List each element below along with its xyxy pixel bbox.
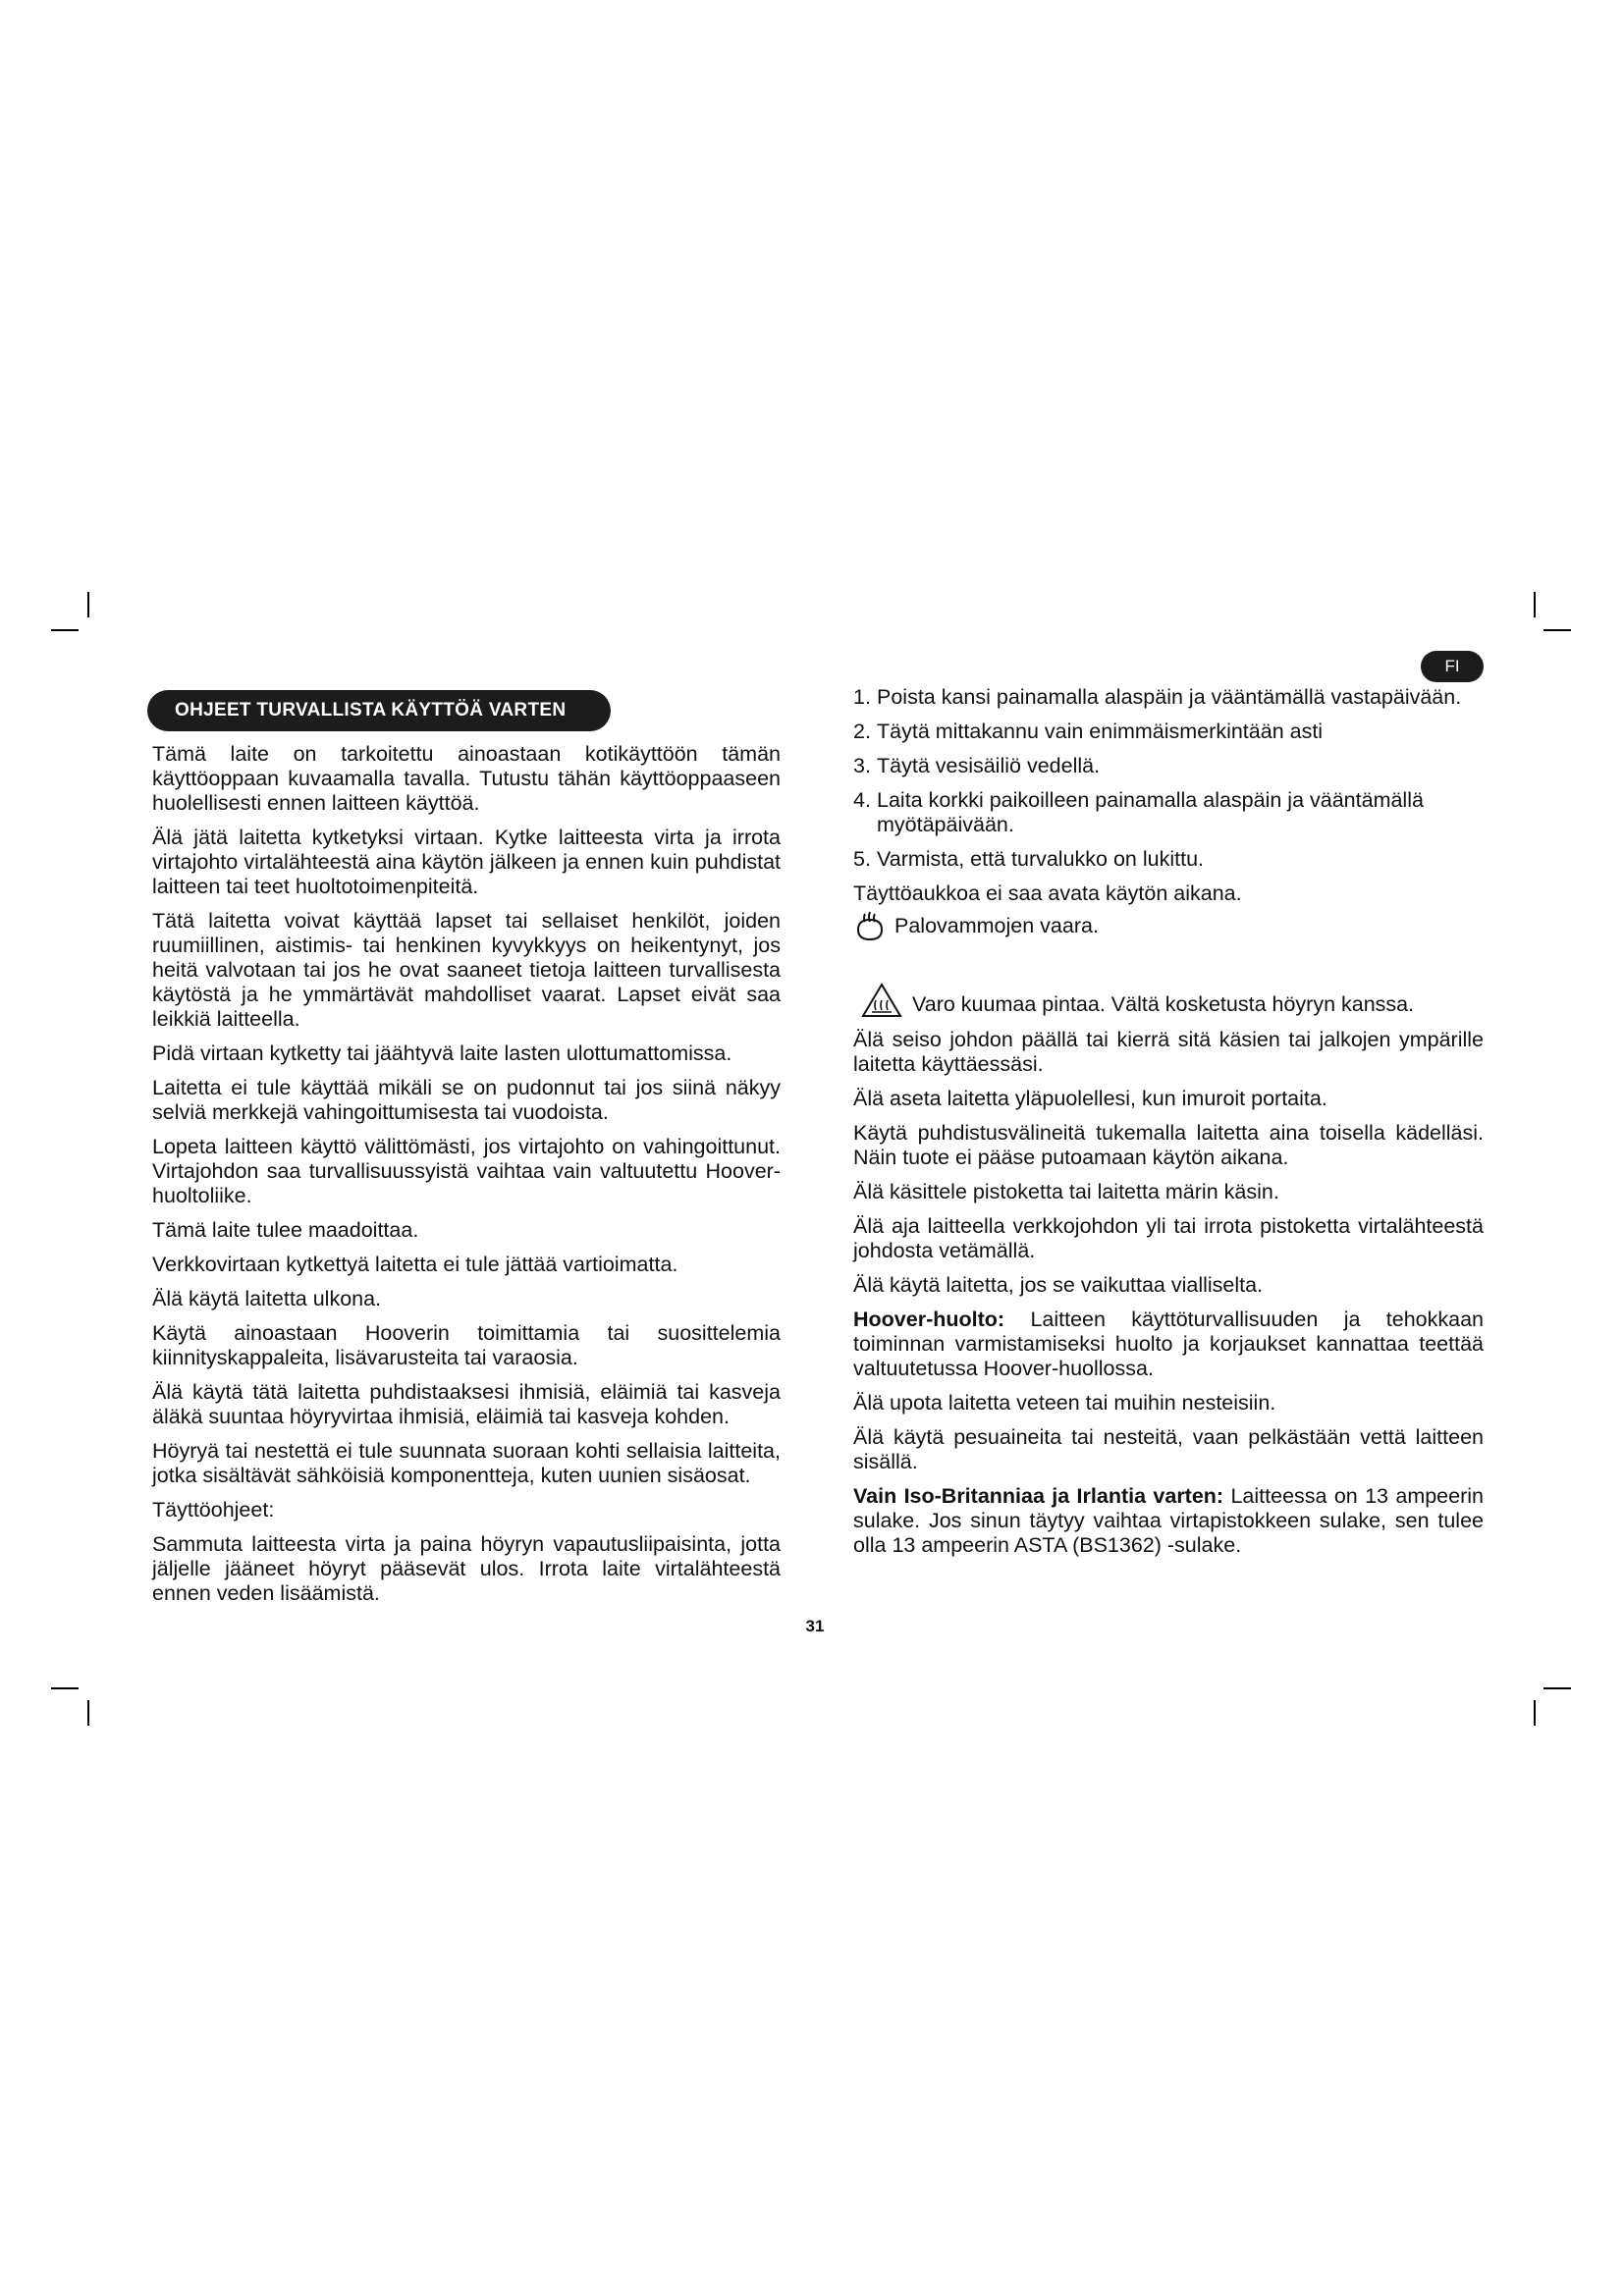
paragraph: Pidä virtaan kytketty tai jäähtyvä laite lasten ulottumattomissa. xyxy=(152,1041,732,1065)
uk-fuse-paragraph xyxy=(853,1484,1484,1558)
step-text: Täytä vesisäiliö vedellä. xyxy=(877,754,1101,777)
hot-surface-warning-row xyxy=(853,983,1484,1024)
hot-surface-warning-text: Varo kuumaa pintaa. Vältä kosketusta höyryn kanssa. xyxy=(912,992,1415,1016)
paragraph: Käytä puhdistusvälineitä tukemalla laitetta aina toisella kädelläsi. Näin tuote ei pääse putoamaan käytön aikana. xyxy=(853,1121,1484,1169)
step-text: Varmista, että turvalukko on lukittu. xyxy=(877,847,1204,871)
paragraph: Älä käytä pesuaineita tai nesteitä, vaan pelkästään vettä laitteen sisällä. xyxy=(853,1425,1484,1473)
paragraph: Älä käytä laitetta ulkona. xyxy=(152,1287,382,1310)
paragraph: Käytä ainoastaan Hooverin toimittamia tai suosittelemia kiinnityskappaleita, lisävarusteita tai varaosia. xyxy=(152,1321,781,1369)
burn-warning-text: Palovammojen vaara. xyxy=(894,914,1099,937)
crop-mark xyxy=(87,592,89,617)
paragraph: Älä käytä tätä laitetta puhdistaaksesi ihmisiä, eläimiä tai kasveja äläkä suuntaa höyryvirtaa ihmisiä, eläimiä tai kasveja kohden. xyxy=(152,1380,781,1428)
step-number: 5. xyxy=(853,847,871,871)
crop-mark xyxy=(1543,629,1571,631)
step-text: Poista kansi painamalla alaspäin ja vääntämällä vastapäivään. xyxy=(877,685,1462,709)
service-text: Laitteen käyttöturvallisuuden ja tehokkaan toiminnan varmistamiseksi huolto ja korjaukset kannattaa teettää valtuutetussa Hoover-huollossa. xyxy=(853,1308,1485,1380)
paragraph: Tämä laite tulee maadoittaa. xyxy=(152,1218,419,1242)
service-paragraph xyxy=(853,1308,1484,1381)
paragraph: Älä aseta laitetta yläpuolellesi, kun imuroit portaita. xyxy=(853,1087,1327,1110)
paragraph: Lopeta laitteen käyttö välittömästi, jos virtajohto on vahingoittunut. Virtajohdon saa turvallisuussyistä vaihtaa vain valtuutettu Hoover-huoltoliike. xyxy=(152,1135,781,1207)
hot-surface-icon xyxy=(861,983,902,1024)
burn-warning-row xyxy=(853,910,1484,949)
crop-mark xyxy=(1543,1687,1571,1689)
uk-text: Laitteessa on 13 ampeerin sulake. Jos sinun täytyy vaihtaa virtapistokkeen sulake, sen tulee olla 13 ampeerin ASTA (BS1362) -sulake. xyxy=(853,1484,1484,1557)
steam-burn-icon xyxy=(853,910,887,949)
paragraph: Tätä laitetta voivat käyttää lapset tai sellaiset henkilöt, joiden ruumiillinen, aistimis- tai henkinen kyvykkyys on heikentynyt, jos heitä valvotaan tai jos he ovat saaneet tietoja laitteen turvallisesta käytöstä ja he ymmärtävät mahdolliset vaarat. Lapset eivät saa leikkiä laitteella. xyxy=(152,909,781,1031)
page-number: 31 xyxy=(805,1617,825,1635)
uk-label: Vain Iso-Britanniaa ja Irlantia varten: xyxy=(853,1484,1224,1508)
crop-mark xyxy=(1534,1700,1536,1726)
step-number: 1. xyxy=(853,685,871,709)
fill-cap-note: Täyttöaukkoa ei saa avata käytön aikana. xyxy=(853,881,1242,905)
step-item xyxy=(853,788,1484,837)
paragraph: Verkkovirtaan kytkettyä laitetta ei tule jättää vartioimatta. xyxy=(152,1253,678,1276)
step-item xyxy=(853,685,1484,710)
paragraph: Älä jätä laitetta kytketyksi virtaan. Kytke laitteesta virta ja irrota virtajohto virtalähteestä aina käytön jälkeen ja ennen kuin puhdistat laitteen tai teet huoltotoimenpiteitä. xyxy=(152,826,781,898)
filling-instructions-heading: Täyttöohjeet: xyxy=(152,1498,275,1522)
crop-mark xyxy=(51,1687,79,1689)
step-item xyxy=(853,754,1484,778)
paragraph: Höyryä tai nestettä ei tule suunnata suoraan kohti sellaisia laitteita, jotka sisältävät sähköisiä komponentteja, kuten uunien sisäosat. xyxy=(152,1439,781,1487)
crop-mark xyxy=(1534,592,1536,617)
paragraph: Älä upota laitetta veteen tai muihin nesteisiin. xyxy=(853,1391,1276,1415)
step-text: Laita korkki paikoilleen painamalla alaspäin ja vääntämällä myötäpäivään. xyxy=(877,788,1424,836)
section-title: OHJEET TURVALLISTA KÄYTTÖÄ VARTEN xyxy=(147,690,611,731)
paragraph: Älä käytä laitetta, jos se vaikuttaa vialliselta. xyxy=(853,1273,1264,1297)
crop-mark xyxy=(87,1700,89,1726)
paragraph: Älä aja laitteella verkkojohdon yli tai irrota pistoketta virtalähteestä johdosta vetämällä. xyxy=(853,1214,1484,1262)
step-number: 3. xyxy=(853,754,871,777)
paragraph: Tämä laite on tarkoitettu ainoastaan kotikäyttöön tämän käyttöoppaan kuvaamalla tavalla. Tutustu tähän käyttöoppaaseen huolellisesti ennen laitteen käyttöä. xyxy=(152,742,781,815)
paragraph: Älä seiso johdon päällä tai kierrä sitä käsien tai jalkojen ympärille laitetta käyttäessäsi. xyxy=(853,1028,1484,1076)
paragraph: Sammuta laitteesta virta ja paina höyryn vapautusliipaisinta, jotta jäljelle jääneet höyryt pääsevät ulos. Irrota laite virtalähteestä ennen veden lisäämistä. xyxy=(152,1532,781,1605)
step-number: 4. xyxy=(853,788,871,812)
service-label: Hoover-huolto: xyxy=(853,1308,1005,1331)
paragraph: Laitetta ei tule käyttää mikäli se on pudonnut tai jos siinä näkyy selviä merkkejä vahingoittumisesta tai vuodoista. xyxy=(152,1076,781,1124)
language-badge: FI xyxy=(1421,651,1484,682)
step-item xyxy=(853,847,1484,872)
step-number: 2. xyxy=(853,720,871,743)
crop-mark xyxy=(51,629,79,631)
step-text: Täytä mittakannu vain enimmäismerkintään asti xyxy=(877,720,1324,743)
step-item xyxy=(853,720,1484,744)
paragraph: Älä käsittele pistoketta tai laitetta märin käsin. xyxy=(853,1180,1279,1203)
